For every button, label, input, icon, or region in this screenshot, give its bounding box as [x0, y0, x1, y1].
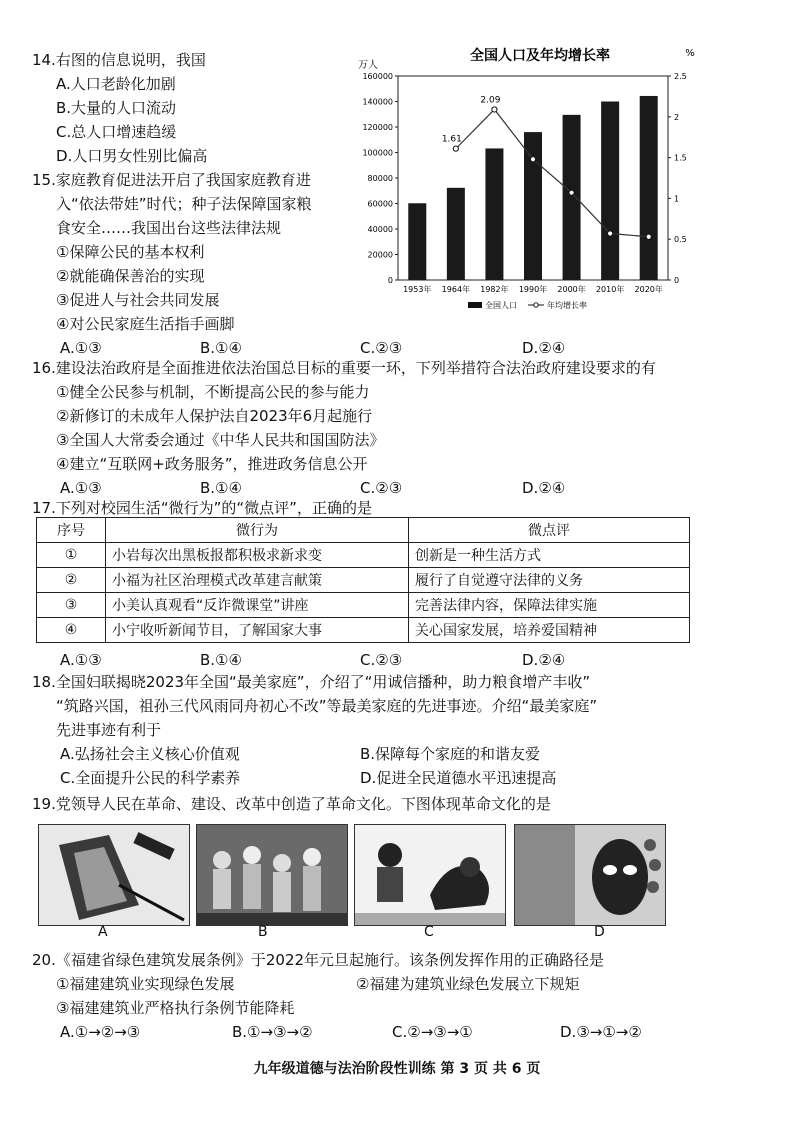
- left-axis-unit: 万人: [358, 60, 378, 71]
- table-row: [37, 618, 690, 643]
- row-comment: 完善法律内容，保障法律实施: [409, 593, 690, 618]
- growth-rate-point: [453, 146, 458, 151]
- x-tick-label: 1964年: [441, 285, 471, 294]
- q16-option-c: C.②③: [360, 479, 403, 497]
- row-behavior: 小宁收听新闻节目，了解国家大事: [106, 618, 409, 643]
- q15-stem-2: 入“依法带娃”时代；种子法保障国家粮: [56, 195, 312, 213]
- right-axis-unit: %: [685, 48, 695, 59]
- legend-bar-swatch: [468, 302, 482, 308]
- chart-title: 全国人口及年均增长率: [470, 48, 610, 64]
- q18-option-d: D.促进全民道德水平迅速提高: [360, 769, 557, 787]
- q17-option-c: C.②③: [360, 651, 403, 669]
- image-b-crowd: [196, 824, 348, 926]
- legend-rate-label: 年均增长率: [547, 301, 587, 310]
- growth-rate-point: [569, 190, 574, 195]
- q20-option-c: C.②→③→①: [392, 1023, 473, 1041]
- population-bar: [447, 188, 465, 280]
- q16-option-a: A.①③: [60, 479, 102, 497]
- right-tick-label: 2: [674, 112, 680, 122]
- q16-stem: 16.建设法治政府是全面推进依法治国总目标的重要一环，下列举措符合法治政府建设要求的有: [32, 359, 656, 377]
- population-bar: [563, 115, 581, 280]
- q17-table: [36, 517, 690, 643]
- header-behavior: 微行为: [106, 518, 409, 543]
- image-label-a: A: [98, 924, 108, 940]
- left-tick-label: 120000: [362, 123, 393, 132]
- image-label-d: D: [594, 924, 605, 940]
- q17-option-d: D.②④: [522, 651, 566, 669]
- q15-stem-1: 15.家庭教育促进法开启了我国家庭教育进: [32, 171, 311, 189]
- row-index: ③: [37, 593, 106, 618]
- right-tick-label: 0.5: [674, 235, 687, 245]
- q18-stem-2: “筑路兴国，祖孙三代风雨同舟初心不改”等最美家庭的先进事迹。介绍“最美家庭”: [56, 697, 598, 715]
- population-bar: [408, 203, 426, 280]
- growth-rate-point: [530, 157, 535, 162]
- q15-option-c: C.②③: [360, 339, 403, 357]
- row-behavior: 小美认真观看“反诈微课堂”讲座: [106, 593, 409, 618]
- table-row: [37, 593, 690, 618]
- row-behavior: 小岩每次出黑板报都积极求新求变: [106, 543, 409, 568]
- table-header-row: [37, 518, 690, 543]
- q17-stem: 17.下列对校园生活“微行为”的“微点评”，正确的是: [32, 499, 372, 517]
- growth-rate-point: [608, 231, 613, 236]
- q14-stem: 14.右图的信息说明，我国: [32, 51, 206, 69]
- population-bar: [601, 102, 619, 281]
- q16-option-d: D.②④: [522, 479, 566, 497]
- right-tick-label: 0: [674, 276, 680, 285]
- q18-stem-1: 18.全国妇联揭晓2023年全国“最美家庭”，介绍了“用诚信播种，助力粮食增产丰收”: [32, 673, 591, 691]
- table-row: [37, 543, 690, 568]
- q20-item-2: ②福建为建筑业绿色发展立下规矩: [356, 975, 580, 993]
- q15-item-3: ③促进人与社会共同发展: [56, 291, 220, 309]
- legend-population-label: 全国人口: [485, 301, 517, 310]
- left-tick-label: 80000: [367, 174, 393, 183]
- q15-option-d: D.②④: [522, 339, 566, 357]
- x-tick-label: 1953年: [403, 285, 432, 294]
- row-index: ④: [37, 618, 106, 643]
- q15-option-b: B.①④: [200, 339, 242, 357]
- growth-rate-line: [456, 109, 649, 236]
- q16-item-2: ②新修订的未成年人保护法自2023年6月起施行: [56, 407, 373, 425]
- q20-stem: 20.《福建省绿色建筑发展条例》于2022年元旦起施行。该条例发挥作用的正确路径是: [32, 951, 605, 969]
- x-tick-label: 1982年: [480, 285, 509, 294]
- row-behavior: 小福为社区治理模式改革建言献策: [106, 568, 409, 593]
- x-tick-label: 2000年: [557, 285, 586, 294]
- q20-option-d: D.③→①→②: [560, 1023, 642, 1041]
- q20-option-a: A.①→②→③: [60, 1023, 141, 1041]
- x-tick-label: 2010年: [595, 285, 625, 294]
- q20-item-3: ③福建建筑业严格执行条例节能降耗: [56, 999, 295, 1017]
- q16-item-1: ①健全公民参与机制，不断提高公民的参与能力: [56, 383, 370, 401]
- left-tick-label: 60000: [367, 199, 393, 209]
- row-comment: 履行了自觉遵守法律的义务: [409, 568, 690, 593]
- q15-item-1: ①保障公民的基本权利: [56, 243, 205, 261]
- q15-item-2: ②就能确保善治的实现: [56, 267, 205, 285]
- q15-stem-3: 食安全……我国出台这些法律法规: [56, 219, 282, 237]
- q15-option-a: A.①③: [60, 339, 102, 357]
- image-a-relic: [38, 824, 190, 926]
- q19-stem: 19.党领导人民在革命、建设、改革中创造了革命文化。下图体现革命文化的是: [32, 795, 551, 813]
- q14-option-d: D.人口男女性别比偏高: [56, 147, 208, 165]
- q18-option-c: C.全面提升公民的科学素养: [60, 769, 241, 787]
- q14-option-c: C.总人口增速趋缓: [56, 123, 177, 141]
- right-tick-label: 1.5: [674, 153, 687, 163]
- page-footer: 九年级道德与法治阶段性训练 第 3 页 共 6 页: [253, 1061, 541, 1077]
- q14-option-b: B.大量的人口流动: [56, 99, 177, 117]
- left-tick-label: 100000: [362, 148, 393, 158]
- row-comment: 关心国家发展，培养爱国精神: [409, 618, 690, 643]
- image-label-c: C: [424, 924, 434, 940]
- right-tick-label: 1: [674, 194, 680, 204]
- table-row: [37, 568, 690, 593]
- row-index: ②: [37, 568, 106, 593]
- q17-option-b: B.①④: [200, 651, 242, 669]
- x-tick-label: 1990年: [518, 285, 548, 294]
- left-tick-label: 140000: [362, 97, 393, 107]
- q16-item-3: ③全国人大常委会通过《中华人民共和国国防法》: [56, 431, 385, 449]
- header-comment: 微点评: [409, 518, 690, 543]
- row-comment: 创新是一种生活方式: [409, 543, 690, 568]
- q18-option-b: B.保障每个家庭的和谐友爱: [360, 745, 541, 763]
- left-tick-label: 20000: [367, 250, 393, 260]
- q14-option-a: A.人口老龄化加剧: [56, 75, 176, 93]
- x-tick-label: 2020年: [634, 285, 663, 294]
- q16-item-4: ④建立“互联网+政务服务”，推进政务信息公开: [56, 455, 368, 473]
- left-tick-label: 160000: [362, 72, 393, 81]
- image-label-b: B: [258, 924, 268, 940]
- row-index: ①: [37, 543, 106, 568]
- population-bar: [485, 148, 503, 280]
- image-c-papercut: [354, 824, 506, 926]
- population-bar: [524, 132, 542, 280]
- image-d-opera-mask: [514, 824, 666, 926]
- q18-stem-3: 先进事迹有利于: [56, 721, 162, 739]
- legend-line-marker: [534, 303, 538, 307]
- q18-option-a: A.弘扬社会主义核心价值观: [60, 745, 240, 763]
- q20-item-1: ①福建建筑业实现绿色发展: [56, 975, 235, 993]
- growth-rate-point: [492, 107, 497, 112]
- population-chart: [340, 40, 710, 330]
- header-index: 序号: [37, 518, 106, 543]
- growth-rate-label: 1.61: [441, 134, 462, 145]
- population-bar: [640, 96, 658, 280]
- q17-option-a: A.①③: [60, 651, 102, 669]
- q15-item-4: ④对公民家庭生活指手画脚: [56, 315, 235, 333]
- growth-rate-label: 2.09: [480, 95, 501, 106]
- left-tick-label: 40000: [367, 225, 393, 234]
- left-tick-label: 0: [387, 276, 393, 285]
- q20-option-b: B.①→③→②: [232, 1023, 313, 1041]
- q16-option-b: B.①④: [200, 479, 242, 497]
- right-tick-label: 2.5: [674, 72, 687, 81]
- growth-rate-point: [646, 234, 651, 239]
